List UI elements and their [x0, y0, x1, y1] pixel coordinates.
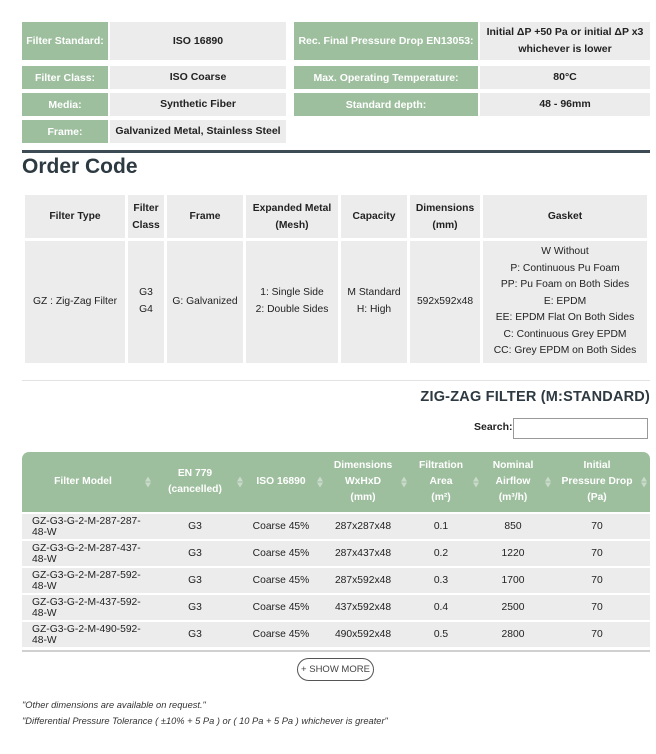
spec-value-line: whichever is lower: [518, 43, 612, 55]
note-other-dimensions: "Other dimensions are available on request.": [22, 700, 206, 710]
zigzag-table-header: [22, 452, 650, 512]
oc-dimensions: 592x592x48: [410, 241, 480, 363]
cell-en779: G3: [188, 548, 202, 559]
oc-header-capacity: Capacity: [341, 195, 407, 238]
cell-filtration-area: 0.4: [433, 602, 449, 613]
table-row: [22, 622, 650, 647]
cell-initial-pressure-drop: 70: [591, 629, 603, 640]
oc-capacity: M Standard H: High: [341, 241, 407, 363]
cell-en779: G3: [188, 629, 202, 640]
cell-iso16890: Coarse 45%: [252, 521, 310, 532]
spec-value: 48 - 96mm: [480, 93, 650, 116]
zigzag-table-body: [22, 514, 650, 649]
oc-header-frame: Frame: [167, 195, 243, 238]
spec-value: Galvanized Metal, Stainless Steel: [110, 120, 286, 143]
cell-nominal-airflow: 1220: [501, 548, 525, 559]
spec-label: Media:: [22, 93, 108, 116]
table-row: [22, 541, 650, 566]
spec-frame: [22, 120, 286, 143]
cell-initial-pressure-drop: 70: [591, 602, 603, 613]
section-divider: [22, 150, 650, 153]
col-header-filtration-area[interactable]: Filtration Area (m²): [410, 452, 482, 512]
spec-value-line: Initial ΔP +50 Pa or initial ΔP x3: [486, 26, 644, 38]
oc-frame: G: Galvanized: [167, 241, 243, 363]
cell-filtration-area: 0.1: [433, 521, 449, 532]
cell-initial-pressure-drop: 70: [591, 521, 603, 532]
cell-nominal-airflow: 850: [504, 521, 522, 532]
spec-value: Synthetic Fiber: [110, 93, 286, 116]
sort-icon[interactable]: [145, 477, 151, 488]
spec-value: [480, 22, 650, 60]
cell-nominal-airflow: 1700: [501, 575, 525, 586]
oc-header-mesh: Expanded Metal (Mesh): [246, 195, 338, 238]
col-header-dimensions[interactable]: Dimensions WxHxD (mm): [326, 452, 410, 512]
cell-filtration-area: 0.2: [433, 548, 449, 559]
oc-header-filter-class: Filter Class: [128, 195, 164, 238]
cell-nominal-airflow: 2500: [501, 602, 525, 613]
oc-header-dimensions: Dimensions (mm): [410, 195, 480, 238]
sort-icon[interactable]: [237, 477, 243, 488]
col-header-nominal-airflow[interactable]: Nominal Airflow (m³/h): [482, 452, 554, 512]
spec-value: 80°C: [480, 66, 650, 89]
spec-value: ISO 16890: [110, 22, 286, 60]
cell-initial-pressure-drop: 70: [591, 575, 603, 586]
spec-label: Filter Class:: [22, 66, 108, 89]
cell-filtration-area: 0.5: [433, 629, 449, 640]
cell-iso16890: Coarse 45%: [252, 602, 310, 613]
order-code-title: Order Code: [22, 155, 138, 178]
cell-filter-model: GZ-G3-G-2-M-287-437-48-W: [32, 542, 141, 565]
col-header-initial-pressure-drop[interactable]: Initial Pressure Drop (Pa): [554, 452, 650, 512]
sort-icon[interactable]: [317, 477, 323, 488]
spec-value: ISO Coarse: [110, 66, 286, 89]
cell-dimensions: 287x287x48: [334, 521, 392, 532]
table-row: [22, 568, 650, 593]
spec-label: Rec. Final Pressure Drop EN13053:: [294, 22, 478, 60]
col-header-iso16890[interactable]: ISO 16890: [246, 452, 326, 512]
cell-dimensions: 287x437x48: [334, 548, 392, 559]
cell-dimensions: 490x592x48: [334, 629, 392, 640]
col-header-en779[interactable]: EN 779 (cancelled): [154, 452, 246, 512]
oc-row: [25, 241, 647, 363]
table-row: [22, 595, 650, 620]
cell-en779: G3: [188, 521, 202, 532]
cell-dimensions: 437x592x48: [334, 602, 392, 613]
cell-iso16890: Coarse 45%: [252, 548, 310, 559]
sort-icon[interactable]: [545, 477, 551, 488]
spec-filter-class: [22, 66, 286, 89]
show-more-button[interactable]: + SHOW MORE: [297, 658, 374, 681]
table-scrollbar[interactable]: [22, 650, 650, 652]
sort-icon[interactable]: [401, 477, 407, 488]
oc-filter-type: GZ : Zig-Zag Filter: [25, 241, 125, 363]
cell-iso16890: Coarse 45%: [252, 629, 310, 640]
cell-nominal-airflow: 2800: [501, 629, 525, 640]
note-pressure-tolerance: "Differential Pressure Tolerance ( ±10% + 5 Pa ) or ( 10 Pa + 5 Pa ) whichever is greater": [22, 716, 388, 726]
zigzag-table-title: ZIG-ZAG FILTER (M:STANDARD): [420, 389, 650, 405]
spec-label: Frame:: [22, 120, 108, 143]
cell-initial-pressure-drop: 70: [591, 548, 603, 559]
cell-iso16890: Coarse 45%: [252, 575, 310, 586]
spec-final-pressure-drop: [294, 22, 650, 60]
spec-label: Filter Standard:: [22, 22, 108, 60]
cell-filter-model: GZ-G3-G-2-M-287-287-48-W: [32, 515, 141, 538]
spec-label: Max. Operating Temperature:: [294, 66, 478, 89]
oc-header-gasket: Gasket: [483, 195, 647, 238]
oc-mesh: 1: Single Side 2: Double Sides: [246, 241, 338, 363]
section-separator: [22, 380, 650, 381]
cell-filter-model: GZ-G3-G-2-M-287-592-48-W: [32, 569, 141, 592]
oc-filter-class: G3 G4: [128, 241, 164, 363]
oc-header-filter-type: Filter Type: [25, 195, 125, 238]
table-row: [22, 514, 650, 539]
spec-standard-depth: [294, 93, 650, 116]
sort-icon[interactable]: [641, 477, 647, 488]
search-input[interactable]: [513, 418, 648, 439]
cell-filtration-area: 0.3: [433, 575, 449, 586]
cell-en779: G3: [188, 575, 202, 586]
spec-filter-standard: [22, 22, 286, 60]
cell-filter-model: GZ-G3-G-2-M-437-592-48-W: [32, 596, 141, 619]
order-code-table: [22, 192, 650, 366]
col-header-filter-model[interactable]: Filter Model: [22, 452, 154, 512]
cell-dimensions: 287x592x48: [334, 575, 392, 586]
spec-label: Standard depth:: [294, 93, 478, 116]
oc-gasket: W Without P: Continuous Pu Foam PP: Pu Foam on Both Sides E: EPDM EE: EPDM Flat On Both Sides C: Continuous Grey EPDM CC: Grey EPDM on Both Sides: [483, 241, 647, 363]
search-label: Search:: [474, 421, 513, 433]
sort-icon[interactable]: [473, 477, 479, 488]
cell-en779: G3: [188, 602, 202, 613]
cell-filter-model: GZ-G3-G-2-M-490-592-48-W: [32, 623, 141, 646]
spec-media: [22, 93, 286, 116]
spec-max-temperature: [294, 66, 650, 89]
